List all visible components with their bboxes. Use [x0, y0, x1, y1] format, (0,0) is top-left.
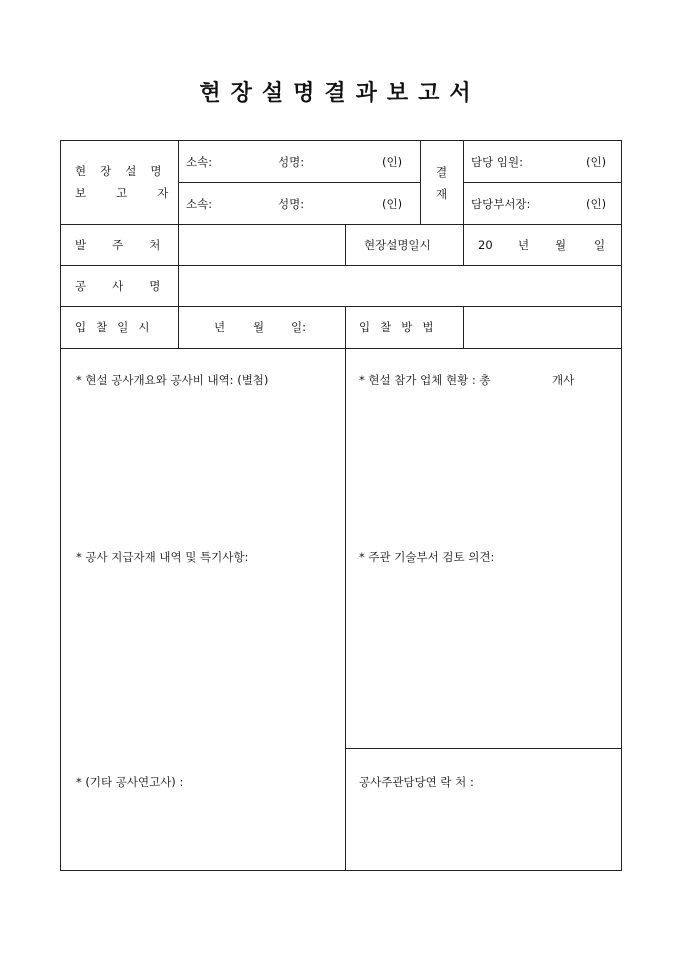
reporter1-seal: (인)	[382, 155, 403, 169]
approval-dept-head-seal: (인)	[586, 197, 607, 211]
bid-date-label: 입찰일시	[75, 320, 160, 334]
col-divider	[345, 224, 346, 265]
row-divider	[60, 306, 622, 307]
reporter-label-line1: 현장설명	[75, 164, 176, 178]
col-divider	[420, 140, 421, 224]
briefing-date-wol: 월	[555, 238, 567, 252]
participants-unit: 개사	[552, 373, 575, 387]
page-title: 현장설명결과보고서	[199, 80, 481, 106]
reporter1-name[interactable]: 성명:	[278, 155, 305, 169]
reporter1-affiliation[interactable]: 소속:	[186, 155, 213, 169]
col-divider	[463, 306, 464, 348]
client-label: 발주처	[75, 238, 187, 252]
row-divider	[463, 182, 622, 183]
tech-review-section[interactable]: * 주관 기술부서 검토 의견:	[359, 550, 495, 564]
reporter2-seal: (인)	[382, 197, 403, 211]
project-label: 공사명	[75, 279, 187, 293]
bid-date-wol: 월	[253, 320, 265, 334]
row-divider	[178, 182, 420, 183]
row-divider	[60, 224, 622, 225]
bid-date-nyeon: 년	[214, 320, 226, 334]
contact-section[interactable]: 공사주관담당연 락 처 :	[359, 775, 474, 789]
row-divider	[345, 748, 622, 749]
col-divider	[345, 306, 346, 871]
reporter2-name[interactable]: 성명:	[278, 197, 305, 211]
briefing-date-year[interactable]: 20	[478, 238, 493, 252]
materials-section[interactable]: * 공사 지급자재 내역 및 특기사항:	[76, 550, 249, 564]
bid-date-il: 일:	[291, 320, 306, 334]
row-divider	[60, 348, 622, 349]
reporter-label-line2: 보고자	[75, 186, 199, 200]
col-divider	[463, 140, 464, 265]
approval-label-bottom: 재	[436, 187, 448, 201]
approval-officer-seal: (인)	[586, 155, 607, 169]
overview-section[interactable]: * 현설 공사개요와 공사비 내역: (별첨)	[76, 373, 269, 387]
approval-label-top: 결	[436, 165, 448, 179]
briefing-date-il: 일	[594, 238, 606, 252]
briefing-date-nyeon: 년	[518, 238, 530, 252]
row-divider	[60, 265, 622, 266]
reporter2-affiliation[interactable]: 소속:	[186, 197, 213, 211]
approval-dept-head[interactable]: 담당부서장:	[471, 197, 531, 211]
approval-officer[interactable]: 담당 임원:	[471, 155, 523, 169]
other-section[interactable]: * (기타 공사연고사) :	[76, 775, 184, 789]
briefing-date-label: 현장설명일시	[364, 238, 431, 252]
participants-section[interactable]: * 현설 참가 업체 현황 : 총	[359, 373, 491, 387]
bid-method-label: 입찰방법	[359, 320, 444, 334]
